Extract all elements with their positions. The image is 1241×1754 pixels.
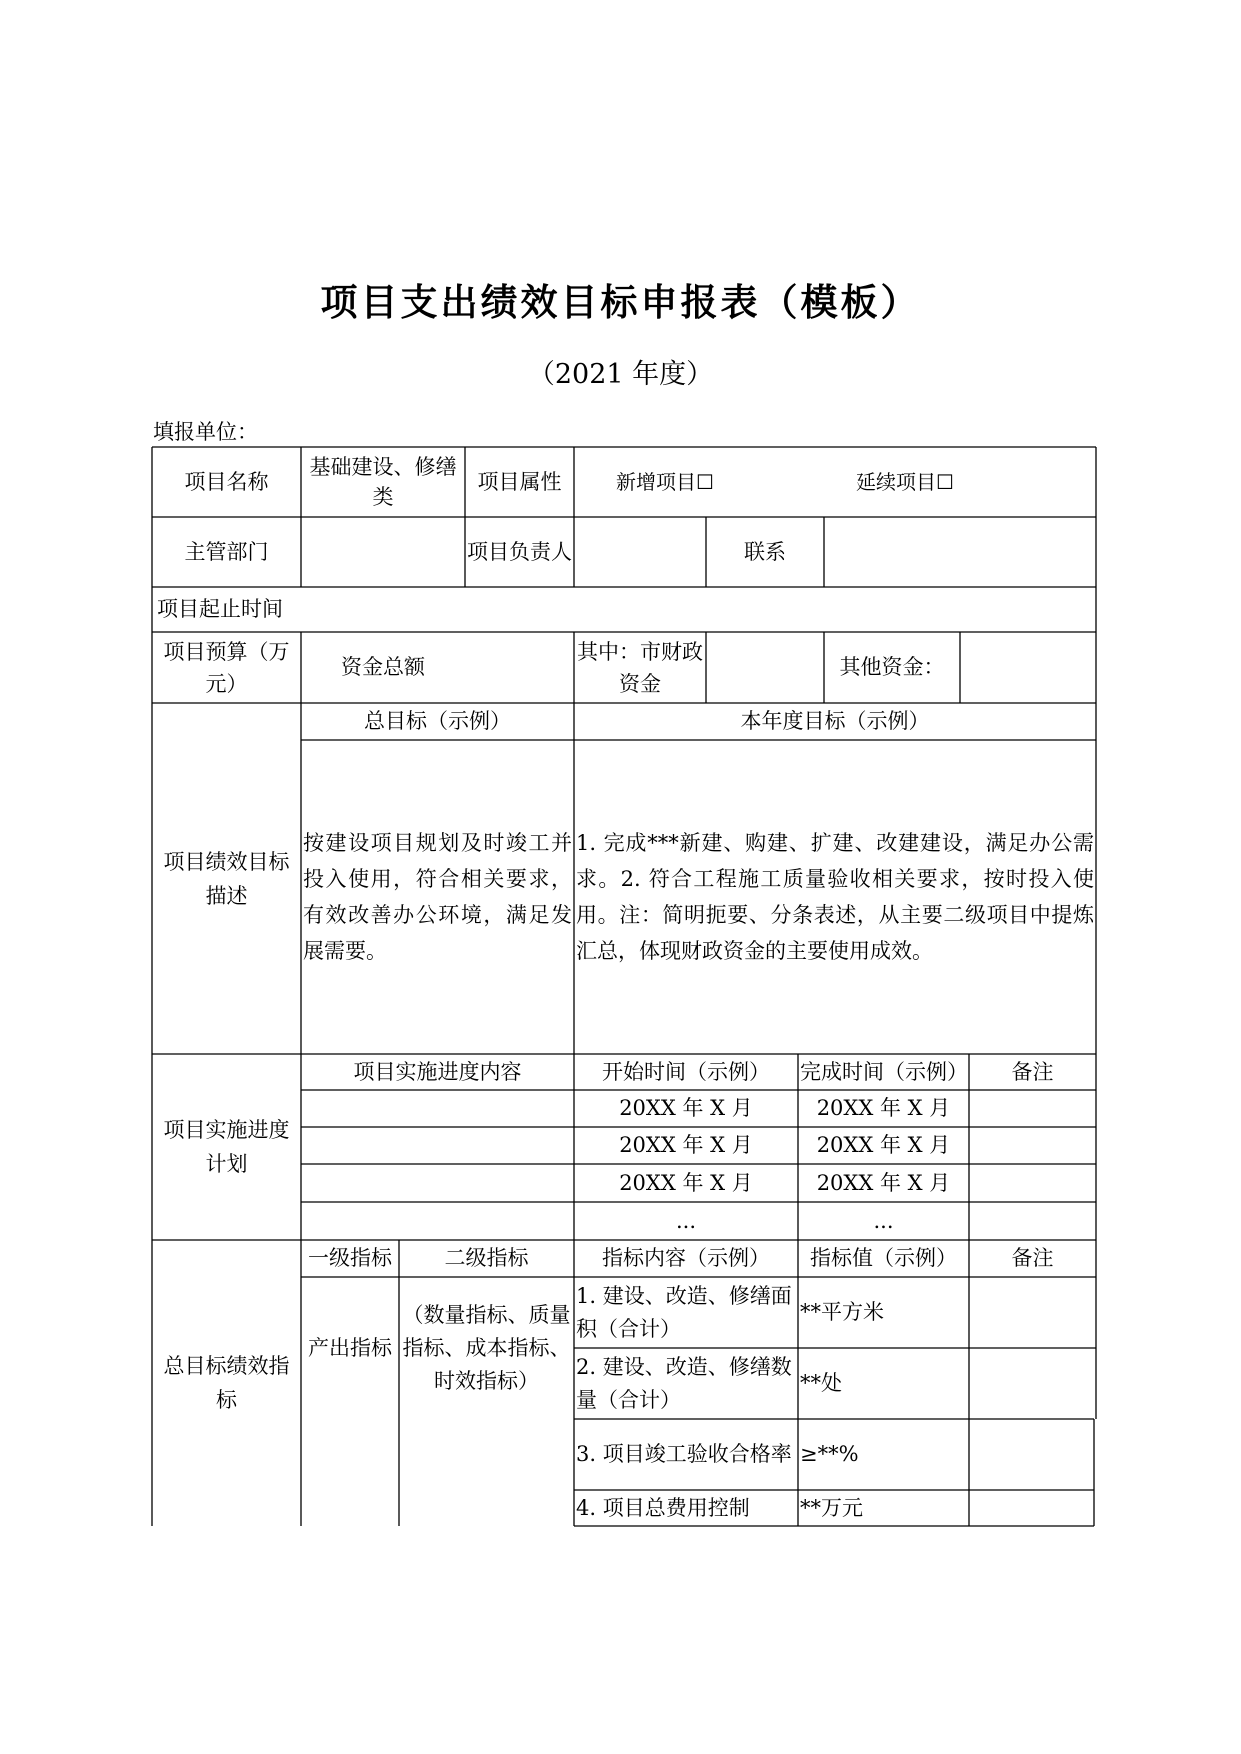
schedule-end-cell[interactable]: ... xyxy=(873,1208,894,1233)
period-label: 项目起止时间 xyxy=(157,597,283,621)
schedule-header-start: 开始时间（示例） xyxy=(602,1059,770,1084)
other-fund-field[interactable] xyxy=(960,632,1096,703)
total-fund-field[interactable] xyxy=(465,632,574,703)
schedule-start-cell[interactable]: ... xyxy=(675,1208,697,1233)
indicator-content-cell[interactable]: 4. 项目总费用控制 xyxy=(576,1495,750,1520)
schedule-start-cell[interactable]: 20XX 年 X 月 xyxy=(619,1133,753,1157)
schedule-section-label: 项目实施进度计划 xyxy=(163,1118,290,1176)
indicator-header-value: 指标值（示例） xyxy=(810,1246,957,1270)
indicator-content-cell[interactable]: 2. 建设、改造、修缮数量（合计） xyxy=(576,1354,792,1412)
new-project-checkbox[interactable]: 新增项目☐ xyxy=(616,469,714,494)
owner-field[interactable] xyxy=(574,517,706,587)
indicator-level1-value: 产出指标 xyxy=(308,1335,392,1360)
schedule-start-cell[interactable]: 20XX 年 X 月 xyxy=(619,1096,753,1120)
schedule-start-cell[interactable]: 20XX 年 X 月 xyxy=(619,1170,753,1195)
indicators-section-label: 总目标绩效指标 xyxy=(163,1354,290,1412)
schedule-note-cell[interactable] xyxy=(969,1202,1096,1240)
indicator-value-cell[interactable]: **处 xyxy=(800,1371,842,1395)
total-fund-label: 资金总额 xyxy=(341,655,425,679)
indicator-header-level2: 二级指标 xyxy=(444,1246,529,1270)
city-fund-label: 其中：市财政资金 xyxy=(577,639,703,696)
schedule-content-cell[interactable] xyxy=(301,1090,574,1127)
other-fund-label: 其他资金： xyxy=(839,655,945,679)
page-title: 项目支出绩效目标申报表（模板） xyxy=(320,281,921,324)
owner-label: 项目负责人 xyxy=(467,540,572,564)
goals-section-label: 项目绩效目标描述 xyxy=(163,849,290,908)
indicator-content-cell[interactable]: 3. 项目竣工验收合格率 xyxy=(576,1442,792,1466)
indicator-value-cell[interactable]: **万元 xyxy=(800,1495,863,1520)
budget-label: 项目预算（万元） xyxy=(163,639,290,696)
project-name-value[interactable]: 基础建设、修缮类 xyxy=(309,455,457,509)
period-field[interactable] xyxy=(301,587,1096,632)
schedule-content-cell[interactable] xyxy=(301,1202,574,1240)
dept-field[interactable] xyxy=(301,517,465,587)
indicator-header-level1: 一级指标 xyxy=(308,1246,392,1270)
dept-label: 主管部门 xyxy=(184,539,269,564)
schedule-content-cell[interactable] xyxy=(301,1164,574,1202)
contact-label: 联系 xyxy=(744,539,786,564)
schedule-note-cell[interactable] xyxy=(969,1090,1096,1127)
contact-field[interactable] xyxy=(824,517,1096,587)
continue-project-checkbox[interactable]: 延续项目☐ xyxy=(856,469,954,494)
report-year: （2021 年度） xyxy=(527,359,714,390)
indicator-header-content: 指标内容（示例） xyxy=(602,1246,770,1270)
annual-goal-text[interactable]: 1. 完成***新建、购建、扩建、改建建设，满足办公需求。2. 符合工程施工质量验收相关要求，按时投入使用。注：简明扼要、分条表述，从主要二级项目中提炼汇总，体现财政资金的主要使用成效。 xyxy=(576,831,1094,963)
indicator-note-cell[interactable] xyxy=(969,1490,1094,1526)
indicator-value-cell[interactable]: ≥**% xyxy=(800,1442,859,1466)
project-attr-label: 项目属性 xyxy=(477,469,562,494)
indicator-note-cell[interactable] xyxy=(969,1348,1096,1419)
indicator-content-cell[interactable]: 1. 建设、改造、修缮面积（合计） xyxy=(576,1283,792,1341)
annual-goal-header: 本年度目标（示例） xyxy=(740,709,930,733)
schedule-end-cell[interactable]: 20XX 年 X 月 xyxy=(816,1170,951,1195)
schedule-header-end: 完成时间（示例） xyxy=(800,1059,968,1084)
schedule-end-cell[interactable]: 20XX 年 X 月 xyxy=(816,1133,951,1157)
indicator-note-cell[interactable] xyxy=(969,1419,1094,1490)
schedule-note-cell[interactable] xyxy=(969,1164,1096,1202)
schedule-header-content: 项目实施进度内容 xyxy=(353,1059,522,1084)
indicator-value-cell[interactable]: **平方米 xyxy=(800,1300,884,1324)
overall-goal-header: 总目标（示例） xyxy=(364,709,511,733)
indicator-level2-value: （数量指标、质量指标、成本指标、时效指标） xyxy=(402,1302,571,1393)
overall-goal-text[interactable]: 按建设项目规划及时竣工并投入使用，符合相关要求，有效改善办公环境，满足发展需要。 xyxy=(303,831,572,963)
indicator-header-note: 备注 xyxy=(1011,1246,1054,1270)
project-name-label: 项目名称 xyxy=(184,469,269,494)
schedule-header-note: 备注 xyxy=(1011,1059,1054,1084)
schedule-end-cell[interactable]: 20XX 年 X 月 xyxy=(816,1096,951,1120)
indicator-note-cell[interactable] xyxy=(969,1277,1096,1348)
schedule-note-cell[interactable] xyxy=(969,1127,1096,1164)
schedule-content-cell[interactable] xyxy=(301,1127,574,1164)
city-fund-field[interactable] xyxy=(706,632,824,703)
fill-unit-label: 填报单位： xyxy=(153,420,258,444)
